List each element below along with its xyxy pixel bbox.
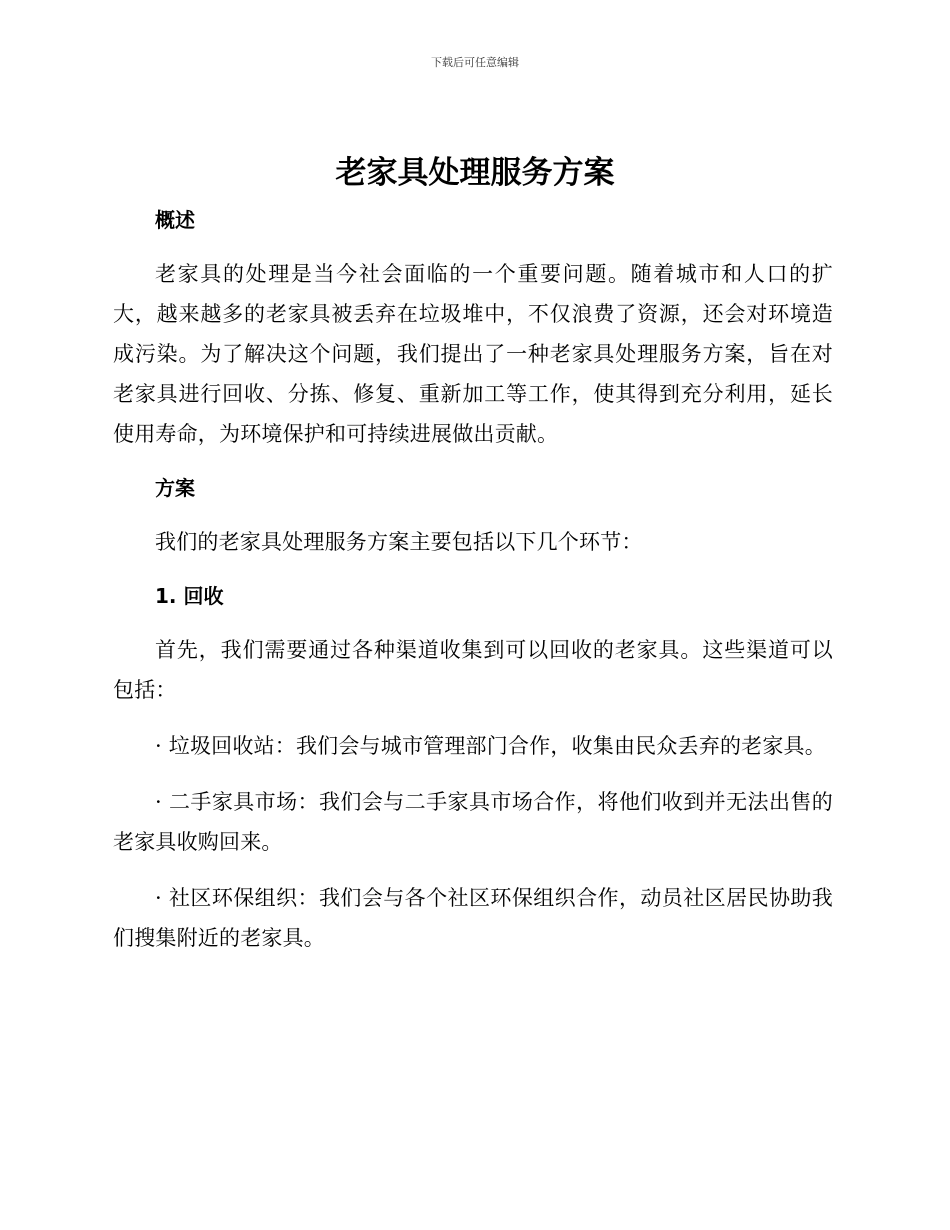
- section-heading-recycle: 1. 回收: [155, 584, 224, 608]
- bullet-item: · 二手家具市场：我们会与二手家具市场合作，将他们收到并无法出售的老家具收购回来。: [113, 790, 833, 854]
- header-note: 下载后可任意编辑: [431, 56, 519, 69]
- bullet-item: · 垃圾回收站：我们会与城市管理部门合作，收集由民众丢弃的老家具。: [155, 734, 826, 758]
- document-title: 老家具处理服务方案: [335, 155, 615, 191]
- recycle-intro-paragraph: 首先，我们需要通过各种渠道收集到可以回收的老家具。这些渠道可以包括：: [113, 638, 833, 702]
- section-heading-plan: 方案: [155, 476, 195, 500]
- overview-paragraph: 老家具的处理是当今社会面临的一个重要问题。随着城市和人口的扩大，越来越多的老家具被丢弃在垃圾堆中，不仅浪费了资源，还会对环境造成污染。为了解决这个问题，我们提出了一种老家具处理服务方案，旨在对老家具进行回收、分拣、修复、重新加工等工作，使其得到充分利用，延长使用寿命，为环境保护和可持续进展做出贡献。: [113, 262, 833, 446]
- plan-intro-paragraph: 我们的老家具处理服务方案主要包括以下几个环节：: [155, 530, 643, 554]
- document-body: [113, 200, 833, 958]
- bullet-item: · 社区环保组织：我们会与各个社区环保组织合作，动员社区居民协助我们搜集附近的老家具。: [113, 886, 833, 950]
- section-heading-overview: 概述: [155, 208, 195, 232]
